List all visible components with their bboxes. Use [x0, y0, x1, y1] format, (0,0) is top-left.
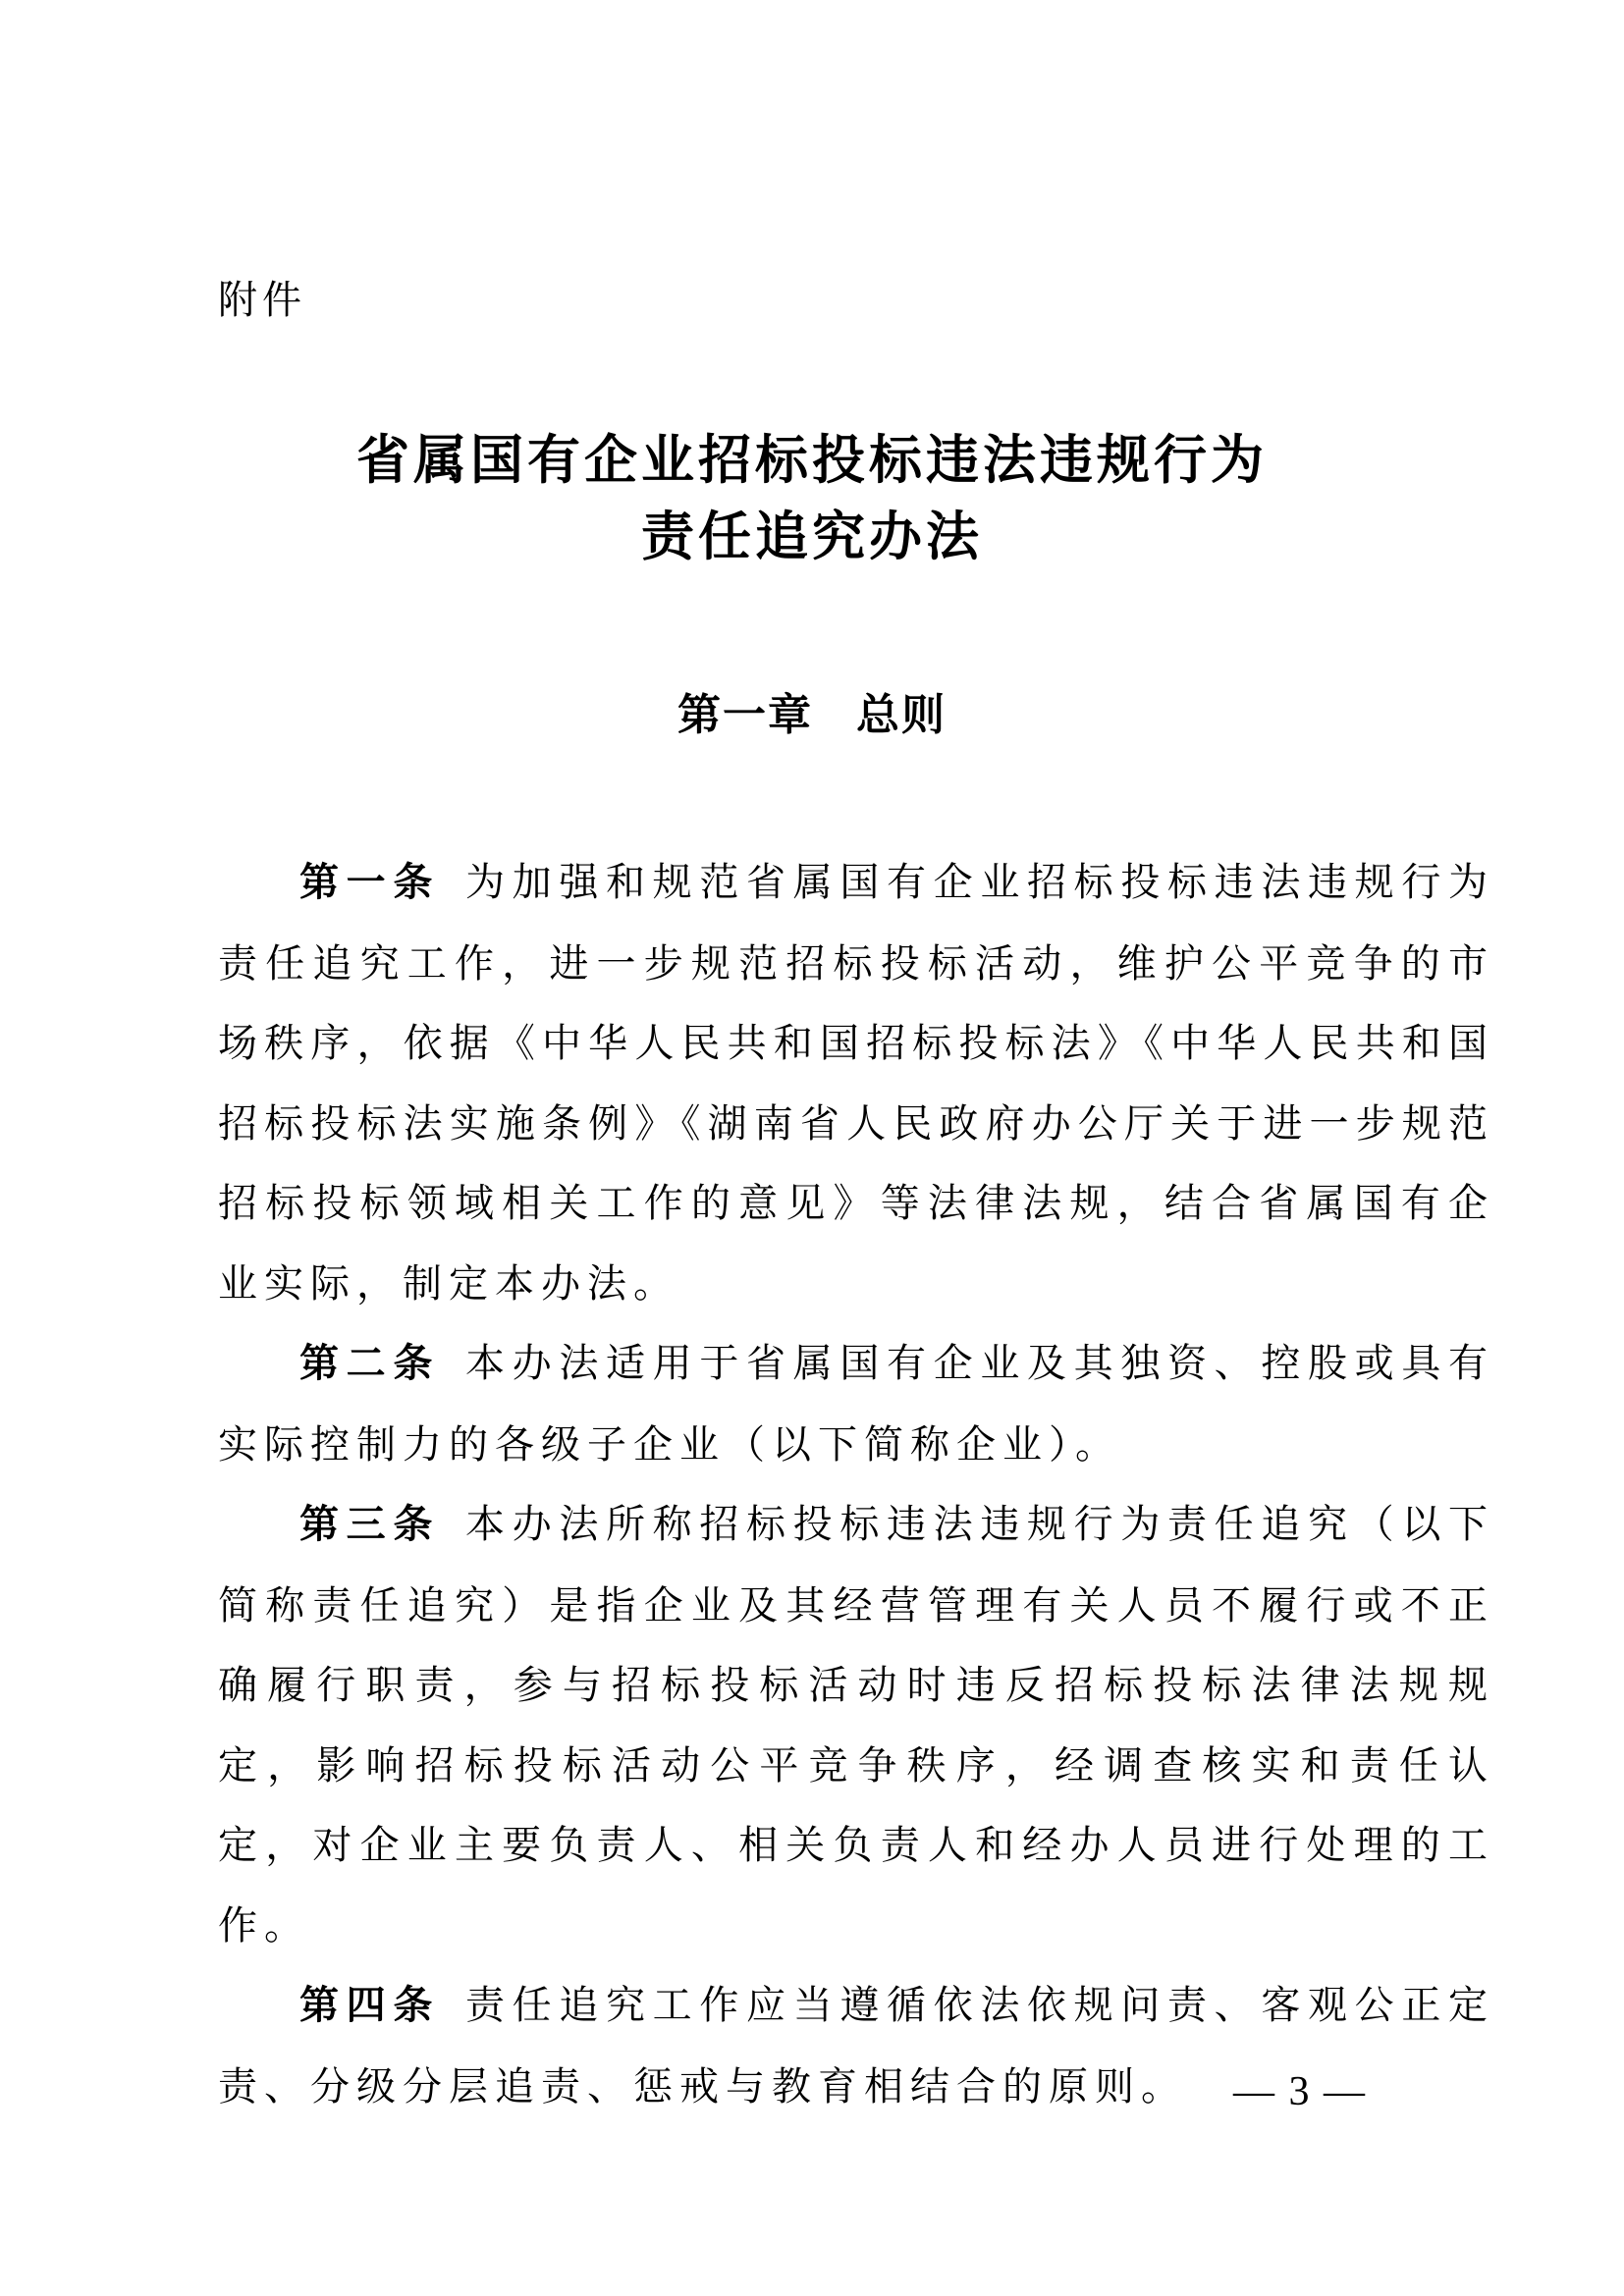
article-paragraph-3	[218, 1484, 1494, 1965]
article-paragraph-2	[218, 1323, 1494, 1484]
document-title-line2: 责任追究办法	[641, 507, 983, 566]
article-paragraph-1	[218, 842, 1494, 1323]
chapter-name: 总则	[856, 691, 947, 739]
chapter-number: 第一章	[677, 691, 813, 739]
attachment-label: 附件	[218, 278, 306, 322]
page-number: — 3 —	[1233, 2069, 1367, 2114]
article-number-1: 第一条	[299, 861, 440, 904]
article-text-1: 为加强和规范省属国有企业招标投标违法违规行为责任追究工作，进一步规范招标投标活动，维护公平竞争的市场秩序，依据《中华人民共和国招标投标法》《中华人民共和国招标投标法实施条例》《湖南省人民政府办公厅关于进一步规范招标投标领域相关工作的意见》等法律法规，结合省属国有企业实际，制定本办法。	[218, 860, 1494, 1306]
document-body	[218, 842, 1494, 2126]
article-number-2: 第二条	[299, 1342, 440, 1385]
document-title-line1: 省属国有企业招标投标违法违规行为	[356, 431, 1268, 490]
article-text-3: 本办法所称招标投标违法违规行为责任追究（以下简称责任追究）是指企业及其经营管理有关人员不履行或不正确履行职责，参与招标投标活动时违反招标投标法律法规规定，影响招标投标活动公平竞争秩序，经调查核实和责任认定，对企业主要负责人、相关负责人和经办人员进行处理的工作。	[218, 1502, 1494, 1948]
document-title	[0, 422, 1624, 575]
article-number-3: 第三条	[299, 1503, 440, 1546]
article-text-4: 责任追究工作应当遵循依法依规问责、客观公正定责、分级分层追责、惩戒与教育相结合的原则。	[218, 1983, 1494, 2109]
article-text-2: 本办法适用于省属国有企业及其独资、控股或具有实际控制力的各级子企业（以下简称企业）。	[218, 1341, 1494, 1467]
article-number-4: 第四条	[299, 1984, 440, 2027]
chapter-heading	[0, 690, 1624, 741]
